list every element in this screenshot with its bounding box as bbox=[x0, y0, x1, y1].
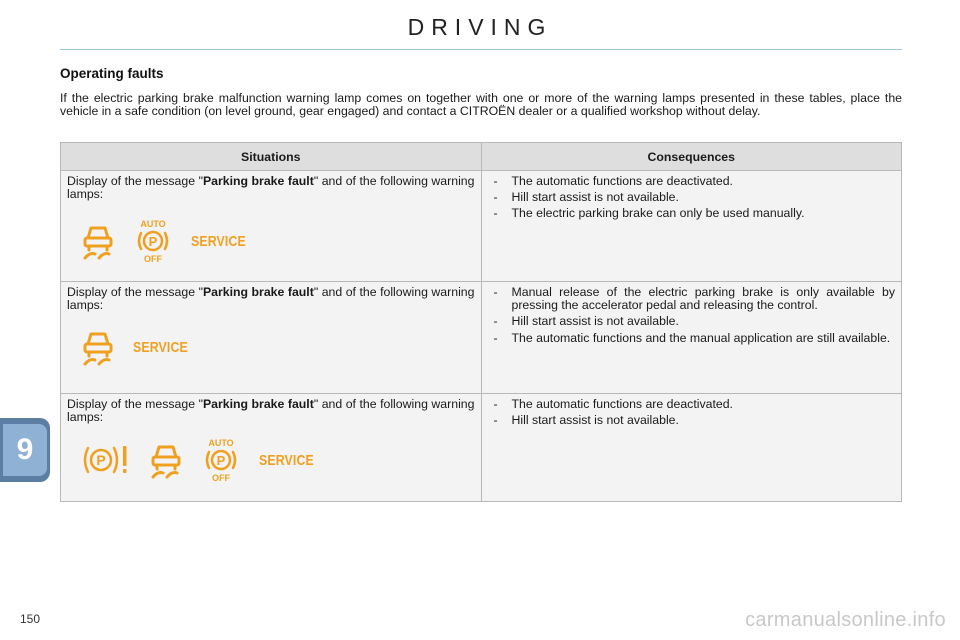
svg-text:AUTO: AUTO bbox=[208, 438, 234, 449]
auto-park-off-icon bbox=[201, 438, 241, 482]
message-name: Parking brake fault bbox=[202, 397, 314, 411]
warning-lamps bbox=[81, 438, 475, 482]
skid-car-icon bbox=[81, 328, 115, 366]
list-item: - Hill start assist is not available. bbox=[512, 315, 896, 328]
consequences-cell bbox=[481, 171, 902, 282]
service-icon: SERVICE bbox=[133, 338, 188, 356]
table-row bbox=[61, 282, 902, 394]
message-name: Parking brake fault bbox=[202, 285, 314, 299]
table-row bbox=[61, 394, 902, 502]
list-item: - The automatic functions and the manual application are still available. bbox=[512, 332, 896, 345]
list-item: - The electric parking brake can only be used manually. bbox=[512, 207, 896, 220]
auto-park-off-icon bbox=[133, 219, 173, 263]
svg-text:OFF: OFF bbox=[144, 254, 162, 264]
service-icon: SERVICE bbox=[191, 232, 246, 250]
consequences-cell bbox=[481, 394, 902, 502]
svg-text:AUTO: AUTO bbox=[140, 219, 166, 230]
situation-cell bbox=[61, 171, 482, 282]
chapter-number: 9 bbox=[3, 424, 47, 476]
consequences-list bbox=[488, 175, 896, 221]
list-item: - The automatic functions are deactivated. bbox=[512, 398, 896, 411]
watermark: carmanualsonline.info bbox=[745, 609, 946, 631]
list-item: - The automatic functions are deactivated. bbox=[512, 175, 896, 188]
consequences-list bbox=[488, 286, 896, 345]
svg-text:P: P bbox=[96, 452, 106, 469]
title-rule bbox=[60, 49, 902, 50]
table-header-row bbox=[61, 143, 902, 171]
situation-cell bbox=[61, 394, 482, 502]
column-header-situations: Situations bbox=[61, 143, 482, 171]
skid-car-icon bbox=[149, 441, 183, 479]
situation-text: Display of the message "Parking brake fault" and of the following warning lamps: bbox=[67, 397, 475, 425]
warning-lamps bbox=[81, 219, 475, 263]
service-icon: SERVICE bbox=[259, 451, 314, 469]
warning-lamps bbox=[81, 328, 475, 366]
consequences-cell bbox=[481, 282, 902, 394]
chapter-title: DRIVING bbox=[407, 14, 553, 40]
situation-cell bbox=[61, 282, 482, 394]
intro-paragraph: If the electric parking brake malfunction warning lamp comes on together with one or more of the warning lamps presented in these tables, place the vehicle in a safe condition (on level ground, gear engaged) and contact a CITROËN dealer or a qualified workshop without delay. bbox=[60, 91, 902, 119]
list-item: - Hill start assist is not available. bbox=[512, 191, 896, 204]
faults-table bbox=[60, 142, 902, 502]
situation-text: Display of the message "Parking brake fault" and of the following warning lamps: bbox=[67, 174, 475, 202]
list-item: - Manual release of the electric parking brake is only available by pressing the accelerator pedal and releasing the control. bbox=[512, 286, 896, 312]
table-row bbox=[61, 171, 902, 282]
list-item: - Hill start assist is not available. bbox=[512, 414, 896, 427]
consequences-list bbox=[488, 398, 896, 427]
skid-car-icon bbox=[81, 222, 115, 260]
section-heading: Operating faults bbox=[60, 66, 164, 81]
svg-text:P: P bbox=[216, 453, 226, 469]
svg-text:P: P bbox=[148, 234, 158, 250]
column-header-consequences: Consequences bbox=[481, 143, 902, 171]
chapter-tab[interactable] bbox=[0, 418, 50, 482]
svg-text:OFF: OFF bbox=[212, 473, 230, 483]
parking-brake-fault-icon bbox=[81, 442, 131, 478]
situation-text: Display of the message "Parking brake fault" and of the following warning lamps: bbox=[67, 285, 475, 313]
page-number: 150 bbox=[20, 612, 41, 626]
message-name: Parking brake fault bbox=[202, 174, 314, 188]
